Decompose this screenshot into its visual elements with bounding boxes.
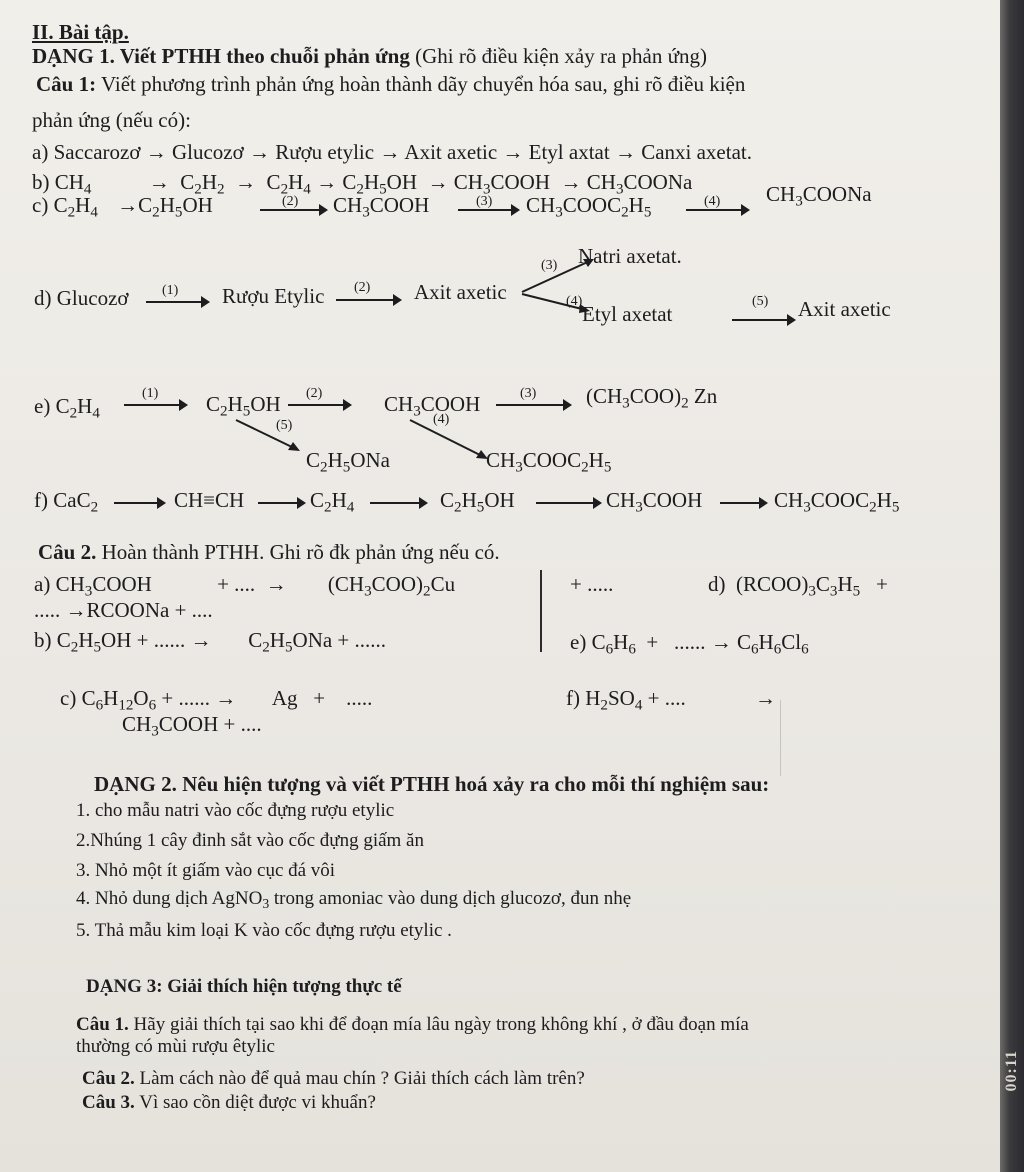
label-d5: (5)	[752, 294, 769, 309]
dang3-cau1-title: Câu 1.	[76, 1014, 129, 1035]
cau2-f-label: f) H	[566, 686, 601, 710]
arrow-d1	[146, 301, 208, 303]
chain-d-etyl: Etyl axetat	[582, 302, 673, 326]
chain-d-label: d) Glucozơ	[34, 286, 129, 310]
dang1-title: DẠNG 1. Viết PTHH theo chuỗi phản ứng	[32, 44, 410, 68]
dang3-cau3-title: Câu 3.	[82, 1092, 135, 1113]
arrow-e5	[230, 414, 310, 456]
cau1-prompt	[36, 72, 745, 97]
dang1-heading	[32, 44, 707, 69]
cau1-prompt-line2: phản ứng (nếu có):	[32, 108, 191, 132]
chain-f-ethylene: $C_2H_4$	[310, 488, 355, 516]
chain-f-ethanol: $C_2H_5OH$	[440, 488, 515, 516]
chain-e-acid: $CH_3COOH$	[384, 392, 481, 420]
arrow-f3	[370, 502, 426, 504]
cau1-title: Câu 1:	[36, 72, 97, 96]
cau2-e: e) $C_6H_6$ + ...... → $C_6H_6Cl_6$	[570, 630, 809, 658]
arrow-e3	[496, 404, 570, 406]
cau2-c: c) $C_6H_{12}O_6$ + ...... → Ag + .....	[60, 686, 373, 714]
cau2-a-label: a) CH	[34, 572, 85, 596]
cau2-c-line2: $CH_3COOH$ + ....	[122, 712, 262, 740]
cau2-a: a) $CH_3COOH$ + .... → $(CH_3COO)_2Cu$	[34, 572, 456, 600]
chain-c-part3: $CH_3COOC_2H_5$	[526, 193, 652, 221]
label-d2: (2)	[354, 280, 371, 295]
chain-e-label: e) C	[34, 394, 70, 418]
chain-b: b) $CH_4 \to C_2H_2 \to C_2H_4 \to C_2H_5OH$ → $CH_3COOH$ → $CH_3COONa$	[32, 170, 693, 198]
dang2-title: DẠNG 2. Nêu hiện tượng và viết PTHH hoá xảy ra cho mỗi thí nghiệm sau:	[94, 772, 770, 796]
chain-e-ethoxide: $C_2H_5ONa$	[306, 448, 390, 476]
chain-a: a) Saccarozơ → Glucozơ → Rượu etylic → Axit axetic → Etyl axtat → Canxi axetat.	[32, 140, 752, 164]
faint-crease	[780, 700, 781, 776]
arrow-f5	[720, 502, 766, 504]
label-e2: (2)	[306, 386, 323, 401]
dang3-cau1	[76, 1014, 749, 1037]
chain-e-ethanol: $C_2H_5OH$	[206, 392, 281, 420]
arrow-d5	[732, 319, 794, 321]
chain-c: c) $C_2H_4 \to C_2H_5OH$	[32, 193, 213, 221]
label-c3: (3)	[476, 194, 493, 209]
dang3-cau1-line2: thường có mùi rượu êtylic	[76, 1036, 275, 1057]
chain-d-natri: Natri axetat.	[578, 244, 682, 268]
dang2-item-1: 1. cho mẫu natri vào cốc đựng rượu etylic	[76, 800, 395, 821]
chain-f-acetylene: CH≡CH	[174, 488, 245, 512]
cau2-f: f) $H_2SO_4$ + .... →	[566, 686, 776, 714]
dang2-item-4-a: 4. Nhỏ dung dịch AgNO	[76, 888, 263, 909]
dang2-item-4-b: trong amoniac vào dung dịch glucozơ, đun nhẹ	[273, 888, 632, 909]
dang1-note: (Ghi rõ điều kiện xảy ra phản ứng)	[415, 44, 707, 68]
column-divider	[540, 570, 542, 652]
dang2-item-5: 5. Thả mẫu kim loại K vào cốc đựng rượu etylic .	[76, 920, 452, 941]
label-c4: (4)	[704, 194, 721, 209]
cau2-b: b) $C_2H_5OH$ + ...... → $C_2H_5ONa$ + ......	[34, 628, 387, 656]
dang3-cau3	[82, 1092, 376, 1115]
label-d4: (4)	[566, 294, 583, 309]
page-edge-shadow	[1000, 0, 1024, 1172]
chain-b-label: b) CH	[32, 170, 84, 194]
cau1-prompt-line1: Viết phương trình phản ứng hoàn thành dãy chuyển hóa sau, ghi rõ điều kiện	[100, 72, 746, 96]
arrow-f4	[536, 502, 600, 504]
cau2-a-line2: ..... →RCOONa + ....	[34, 598, 213, 622]
dang2-item-3: 3. Nhỏ một ít giấm vào cục đá vôi	[76, 860, 336, 881]
cau2-title: Câu 2.	[38, 540, 97, 564]
arrow-f1	[114, 502, 164, 504]
chain-f: f) CaC$_2$	[34, 488, 99, 516]
cau2-a-right: + .....	[570, 572, 614, 596]
dang3-cau1-text: Hãy giải thích tại sao khi để đoạn mía lâu ngày trong không khí , ở đầu đoạn mía	[133, 1014, 749, 1035]
label-c2: (2)	[282, 194, 299, 209]
arrow-e2	[288, 404, 350, 406]
section-title	[32, 20, 129, 45]
label-d1: (1)	[162, 283, 179, 298]
dang3-title: DẠNG 3: Giải thích hiện tượng thực tế	[86, 976, 402, 997]
label-e1: (1)	[142, 386, 159, 401]
cau2-heading	[38, 540, 500, 565]
cau2-c-line2-text: COOH + ....	[158, 712, 262, 736]
chain-c-label: c) C	[32, 193, 68, 217]
label-e5: (5)	[276, 418, 293, 433]
chain-f-acid: $CH_3COOH$	[606, 488, 703, 516]
cau2-prompt: Hoàn thành PTHH. Ghi rõ đk phản ứng nếu có.	[101, 540, 500, 564]
chain-e-zinc: $(CH_3COO)_2$ Zn	[586, 384, 718, 412]
chain-c-part2: $CH_3COOH$	[333, 193, 430, 221]
arrow-f2	[258, 502, 304, 504]
chain-e: e) $C_2H_4$	[34, 394, 100, 422]
dang3-cau2-title: Câu 2.	[82, 1068, 135, 1089]
chain-c-part4: $CH_3COONa$	[766, 182, 872, 210]
label-d3: (3)	[541, 258, 558, 273]
dang3-cau2-text: Làm cách nào để quả mau chín ? Giải thích cách làm trên?	[139, 1068, 585, 1089]
arrow-d2	[336, 299, 400, 301]
edge-handwriting: 00:11	[1003, 1050, 1020, 1092]
chain-d-ruou: Rượu Etylic	[222, 284, 325, 308]
dang2-item-4: 4. Nhỏ dung dịch AgNO$_3$ trong amoniac vào dung dịch glucozơ, đun nhẹ	[76, 888, 632, 912]
chain-e-ester: $CH_3COOC_2H_5$	[486, 448, 612, 476]
chain-f-label: f) CaC	[34, 488, 91, 512]
arrow-e1	[124, 404, 186, 406]
chain-d-axit2: Axit axetic	[798, 297, 891, 321]
label-e3: (3)	[520, 386, 537, 401]
label-e4: (4)	[433, 412, 450, 427]
dang2-item-2: 2.Nhúng 1 cây đinh sắt vào cốc đựng giấm ăn	[76, 830, 424, 851]
chain-f-ester: $CH_3COOC_2H_5$	[774, 488, 900, 516]
chain-d-axit: Axit axetic	[414, 280, 507, 304]
dang3-cau3-text: Vì sao cồn diệt được vi khuẩn?	[139, 1092, 376, 1113]
section-title-text: II. Bài tập.	[32, 20, 129, 44]
cau2-d: d) $(RCOO)_3C_3H_5$ +	[708, 572, 888, 600]
dang3-cau2	[82, 1068, 585, 1091]
